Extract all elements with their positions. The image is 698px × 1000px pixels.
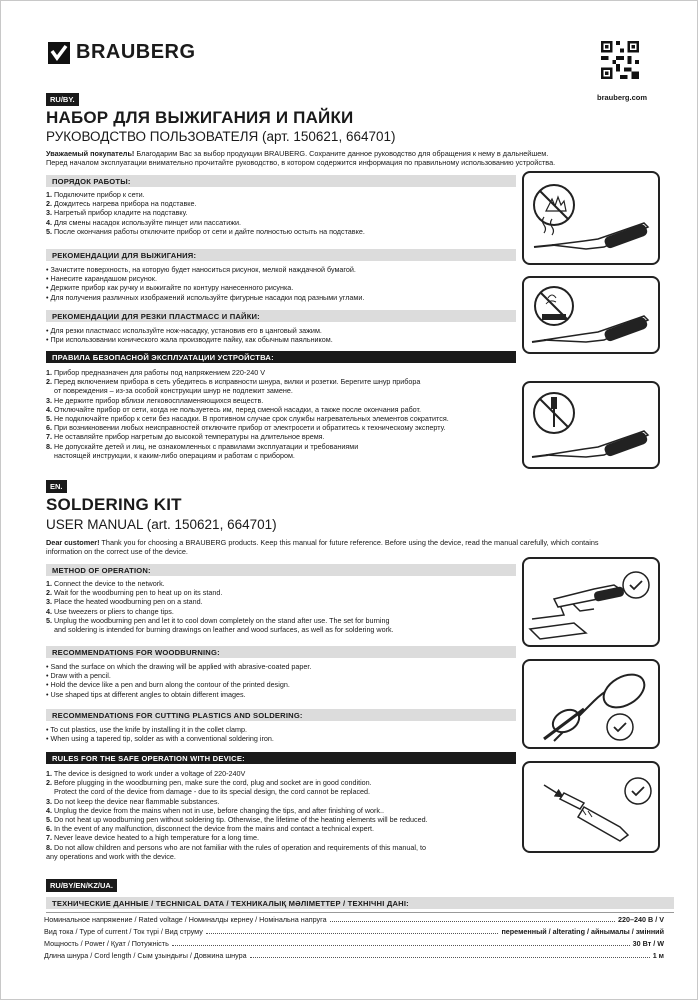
ill-water-warning bbox=[522, 276, 660, 354]
en-intro-text-1: Thank you for choosing a BRAUBERG products. Keep this manual for future reference. Before using the device, read the manual carefully, which contains bbox=[99, 538, 599, 547]
list-item: 4. Для смены насадок используйте пинцет или пассатижи. bbox=[46, 217, 242, 227]
tech-row-current: Вид тока / Type of current / Ток түрі / Вид струму переменный / alterating / айнымалы / змінний bbox=[44, 927, 664, 936]
list-item: • Use shaped tips at different angles to obtain different images. bbox=[46, 689, 246, 699]
list-item: 1. Подключите прибор к сети. bbox=[46, 190, 145, 199]
list-item: 3. Place the heated woodburning pen on a stand. bbox=[46, 597, 203, 607]
divider bbox=[46, 912, 674, 913]
tech-row-voltage: Номинальное напряжение / Rated voltage / Номиналды кернеу / Номінальна напруга 220–240 В / V bbox=[44, 915, 664, 924]
lang-tag-tech: RU/BY/EN/KZ/UA. bbox=[46, 879, 117, 892]
en-intro-text-2: information on the correct use of the device. bbox=[46, 547, 188, 556]
ru-operation-list bbox=[46, 190, 516, 236]
list-item: • Hold the device like a pen and burn along the contour of the printed design. bbox=[46, 680, 290, 690]
ill-tip-ok bbox=[522, 761, 660, 853]
ru-section-safety: ПРАВИЛА БЕЗОПАСНОЙ ЭКСПЛУАТАЦИИ УСТРОЙСТВА: bbox=[46, 351, 516, 363]
ru-section-cutting: РЕКОМЕНДАЦИИ ДЛЯ РЕЗКИ ПЛАСТМАСС И ПАЙКИ: bbox=[46, 310, 516, 322]
ru-section-woodburning: РЕКОМЕНДАЦИИ ДЛЯ ВЫЖИГАНИЯ: bbox=[46, 249, 516, 261]
list-item: 5. Не подключайте прибор к сети без насадки. В противном случае срок службы нагревательных элементов сократится. bbox=[46, 414, 449, 424]
list-item: • Держите прибор как ручку и выжигайте по контуру нанесенного рисунка. bbox=[46, 283, 294, 293]
list-item: 6. При возникновении любых неисправностей отключите прибор от электросети и обратитесь к техническому эксперту. bbox=[46, 423, 446, 433]
list-item: • Sand the surface on which the drawing will be applied with abrasive-coated paper. bbox=[46, 662, 312, 671]
ru-title: НАБОР ДЛЯ ВЫЖИГАНИЯ И ПАЙКИ bbox=[46, 108, 354, 127]
en-intro-greeting: Dear customer! bbox=[46, 538, 100, 547]
list-item: • When using a tapered tip, solder as with a conventional soldering iron. bbox=[46, 734, 274, 744]
en-section-operation: METHOD OF OPERATION: bbox=[46, 564, 516, 576]
en-intro bbox=[46, 538, 674, 556]
tip-insertion-icon bbox=[524, 763, 658, 851]
list-item: 6. In the event of any malfunction, disconnect the device from the mains and contact a technical expert. bbox=[46, 824, 375, 834]
en-cutting-list bbox=[46, 725, 516, 743]
tech-row-power: Мощность / Power / Қуат / Потужність 30 Вт / W bbox=[44, 939, 664, 948]
ru-intro bbox=[46, 149, 674, 167]
list-item: and soldering is intended for burning drawings on leather and wood surfaces, as well as for soldering work. bbox=[54, 625, 394, 635]
list-item: 3. Do not keep the device near flammable substances. bbox=[46, 796, 220, 806]
list-item: 2. Дождитесь нагрева прибора на подставке. bbox=[46, 199, 197, 209]
en-woodburning-list bbox=[46, 662, 516, 699]
list-item: • При использовании конического жала производите пайку, как обычным паяльником. bbox=[46, 335, 333, 345]
en-operation-list bbox=[46, 579, 516, 634]
list-item: 8. Do not allow children and persons who are not familiar with the rules of operation and requirements of this manual, to bbox=[46, 842, 426, 852]
list-item: 1. The device is designed to work under a voltage of 220-240V bbox=[46, 769, 246, 778]
no-disassembly-warning-icon bbox=[524, 383, 658, 467]
list-item: от повреждения – из-за особой конструкции шнур не подлежит замене. bbox=[54, 386, 293, 396]
ru-intro-text-1: Благодарим Вас за выбор продукции BRAUBERG. Сохраните данное руководство для обращения к нему в дальнейшем. bbox=[134, 149, 549, 158]
en-safety-list bbox=[46, 769, 516, 861]
ru-safety-list bbox=[46, 368, 516, 460]
ru-intro-text-2: Перед началом эксплуатации внимательно прочитайте руководство, в котором содержится информация по правильному использованию устройства. bbox=[46, 158, 556, 167]
no-water-warning-icon bbox=[524, 278, 658, 352]
en-section-woodburning: RECOMMENDATIONS FOR WOODBURNING: bbox=[46, 646, 516, 658]
ill-stand-ok bbox=[522, 557, 660, 647]
list-item: 4. Use tweezers or pliers to change tips. bbox=[46, 606, 174, 616]
list-item: 4. Отключайте прибор от сети, когда не пользуетесь им, перед сменой насадки, а также после окончания работ. bbox=[46, 404, 422, 414]
list-item: 5. После окончания работы отключите прибор от сети и дайте полностью остыть на подставке. bbox=[46, 226, 365, 236]
ru-cutting-list bbox=[46, 326, 516, 344]
list-item: Protect the cord of the device from damage - due to its special design, the cord cannot be replaced. bbox=[54, 787, 371, 797]
ru-subtitle: РУКОВОДСТВО ПОЛЬЗОВАТЕЛЯ (арт. 150621, 664701) bbox=[46, 129, 396, 144]
list-item: 7. Never leave device heated to a high temperature for a long time. bbox=[46, 833, 259, 843]
ill-heating-warning bbox=[522, 171, 660, 265]
list-item: 2. Перед включением прибора в сеть убедитесь в исправности шнура, вилки и розетки. Берегите шнур прибора bbox=[46, 377, 421, 387]
hand-holding-pen-icon bbox=[524, 661, 658, 747]
en-section-cutting: RECOMMENDATIONS FOR CUTTING PLASTICS AND SOLDERING: bbox=[46, 709, 516, 721]
list-item: 3. Не держите прибор вблизи легковоспламеняющихся веществ. bbox=[46, 395, 264, 405]
list-item: 8. Не допускайте детей и лиц, не ознакомленных с правилами эксплуатации и требованиями bbox=[46, 441, 359, 451]
en-section-safety: RULES FOR THE SAFE OPERATION WITH DEVICE: bbox=[46, 752, 516, 764]
en-subtitle: USER MANUAL (art. 150621, 664701) bbox=[46, 517, 277, 532]
lang-tag-ru: RU/BY. bbox=[46, 93, 79, 106]
hot-hand-warning-icon bbox=[524, 173, 658, 263]
ru-section-operation: ПОРЯДОК РАБОТЫ: bbox=[46, 175, 516, 187]
tech-row-cord: Длина шнура / Cord length / Сым ұзындығы / Довжина шнура 1 м bbox=[44, 951, 664, 960]
ru-intro-greeting: Уважаемый покупатель! bbox=[46, 149, 135, 158]
brand-website: brauberg.com bbox=[596, 93, 647, 102]
lang-tag-en: EN. bbox=[46, 480, 67, 493]
list-item: 7. Не оставляйте прибор нагретым до высокой температуры на длительное время. bbox=[46, 432, 325, 442]
list-item: 4. Unplug the device from the mains when not in use, before changing the tips, and after finishing of work.. bbox=[46, 805, 385, 815]
ill-screwdriver-warning bbox=[522, 381, 660, 469]
brand-logo bbox=[48, 41, 196, 64]
list-item: 3. Нагретый прибор кладите на подставку. bbox=[46, 208, 188, 218]
list-item: • Зачистите поверхность, на которую будет наноситься рисунок, мелкой наждачной бумагой. bbox=[46, 265, 356, 274]
list-item: 1. Прибор предназначен для работы под напряжением 220-240 V bbox=[46, 368, 266, 377]
ru-woodburning-list bbox=[46, 265, 516, 302]
list-item: настоящей инструкции, к каким-либо операциям и работам с прибором. bbox=[54, 450, 295, 460]
list-item: • Нанесите карандашом рисунок. bbox=[46, 274, 157, 284]
list-item: 5. Unplug the woodburning pen and let it to cool down completely on the stand after use. The set for burning bbox=[46, 615, 390, 625]
tech-section-header: ТЕХНИЧЕСКИЕ ДАННЫЕ / TECHNICAL DATA / ТЕХНИКАЛЫҚ МӘЛІМЕТТЕР / ТЕХНІЧНІ ДАНІ: bbox=[46, 897, 674, 909]
list-item: • Для резки пластмасс используйте нож-насадку, установив его в цанговый зажим. bbox=[46, 326, 322, 335]
qr-code-icon bbox=[601, 41, 639, 79]
list-item: • To cut plastics, use the knife by installing it in the collet clamp. bbox=[46, 725, 247, 734]
list-item: • Для получения различных изображений используйте фигурные насадки под разными углами. bbox=[46, 292, 365, 302]
list-item: any operations and work with the device. bbox=[46, 851, 176, 861]
list-item: 5. Do not heat up woodburning pen without soldering tip. Otherwise, the lifetime of the heating elements will be reduced. bbox=[46, 815, 428, 825]
pen-on-stand-icon bbox=[524, 559, 658, 645]
brand-name: BRAUBERG bbox=[76, 41, 196, 63]
en-title: SOLDERING KIT bbox=[46, 495, 182, 514]
brand-check-icon bbox=[48, 42, 70, 64]
list-item: • Draw with a pencil. bbox=[46, 671, 111, 681]
list-item: 2. Wait for the woodburning pen to heat up on its stand. bbox=[46, 588, 223, 598]
list-item: 1. Connect the device to the network. bbox=[46, 579, 165, 588]
list-item: 2. Before plugging in the woodburning pen, make sure the cord, plug and socket are in good condition. bbox=[46, 778, 372, 788]
ill-hold-ok bbox=[522, 659, 660, 749]
